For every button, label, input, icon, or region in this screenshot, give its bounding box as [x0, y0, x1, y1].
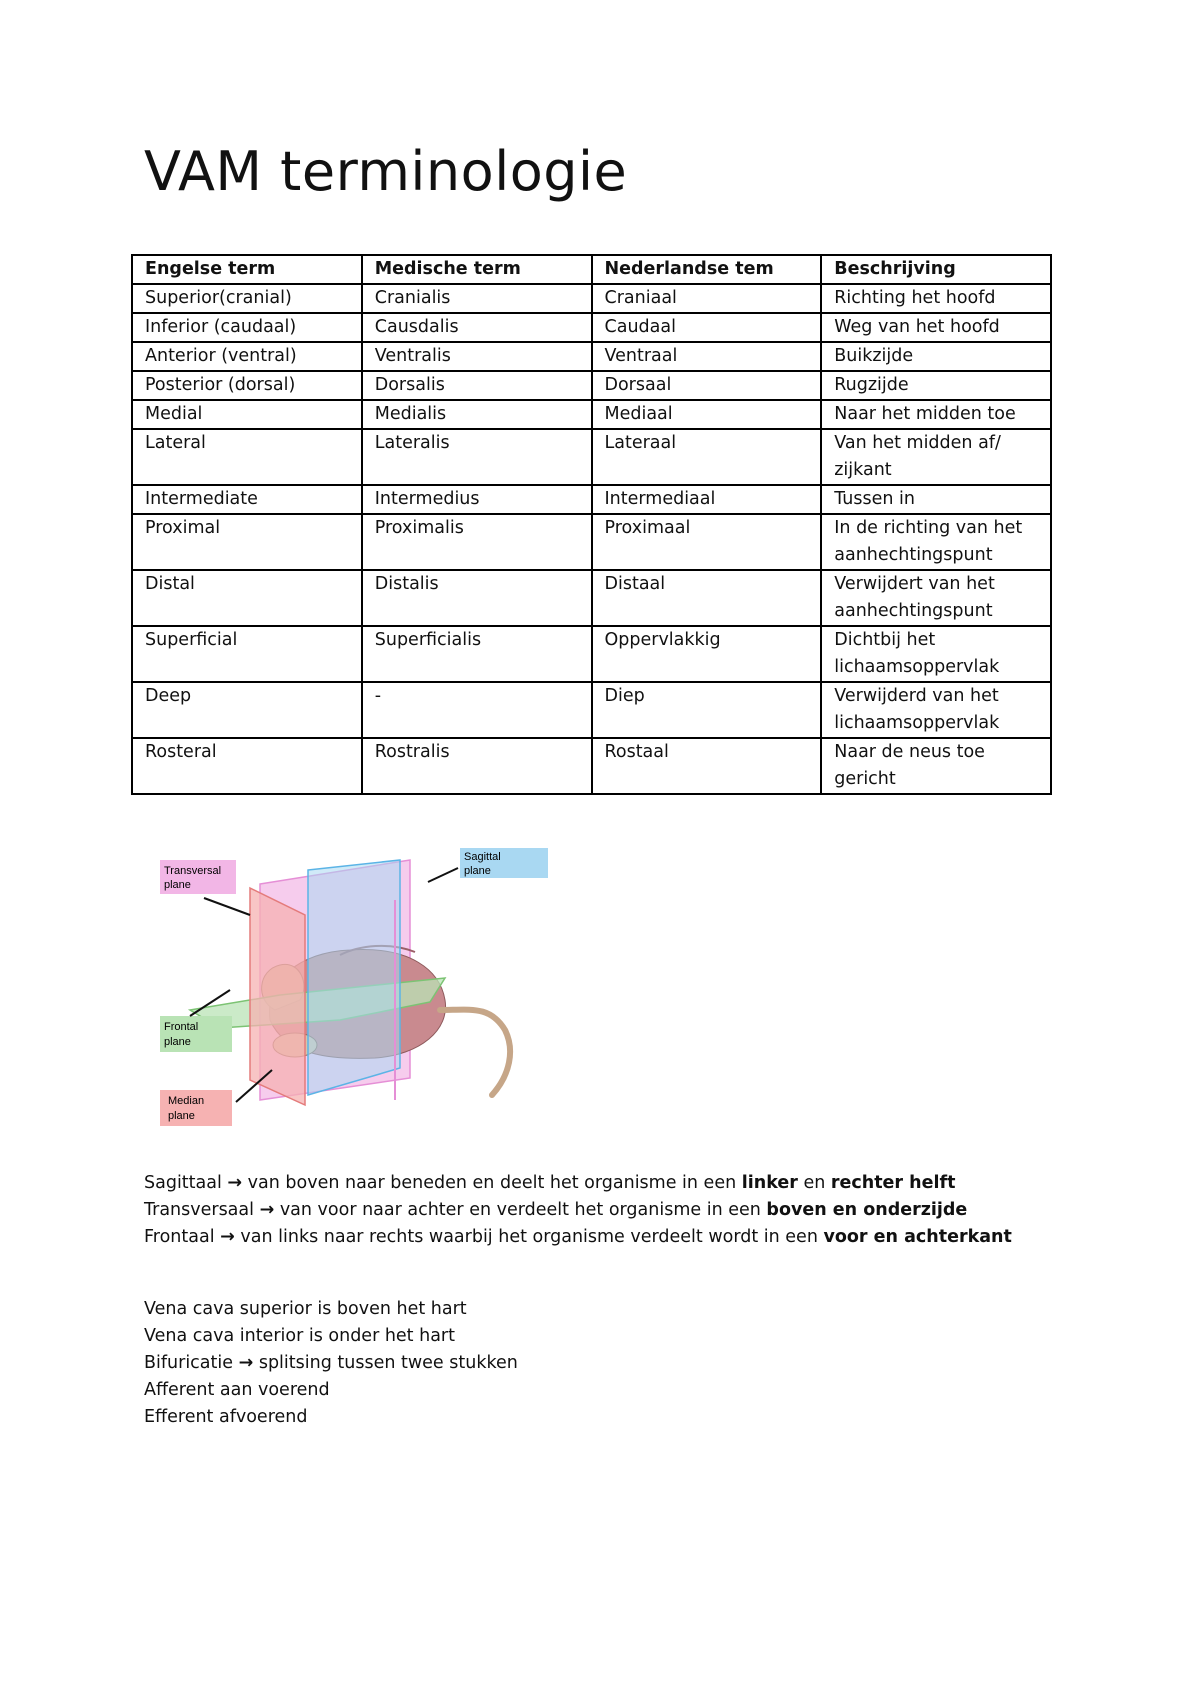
note-transversal: Transversaal → van voor naar achter en verdeelt het organisme in een boven en onderzijde	[144, 1200, 968, 1220]
table-cell: Van het midden af/ zijkant	[821, 429, 1051, 485]
arrow-icon: →	[227, 1173, 243, 1193]
table-cell: Craniaal	[592, 284, 822, 313]
table-row	[132, 514, 1051, 570]
table-cell: Richting het hoofd	[821, 284, 1051, 313]
frontal-label-line1: Frontal	[164, 1021, 199, 1033]
table-cell: Posterior (dorsal)	[132, 371, 362, 400]
note-line: Efferent afvoerend	[144, 1407, 308, 1427]
table-cell: Proximaal	[592, 514, 822, 570]
transversal-label-line1: Transversal	[164, 865, 222, 877]
table-header-row	[132, 255, 1051, 284]
table-cell: Medialis	[362, 400, 592, 429]
table-body	[132, 284, 1051, 794]
table-cell: Ventraal	[592, 342, 822, 371]
paragraph-gap	[144, 1251, 1012, 1296]
table-cell: Distalis	[362, 570, 592, 626]
table-cell: Dorsalis	[362, 371, 592, 400]
table-cell: Mediaal	[592, 400, 822, 429]
median-label-line2: plane	[168, 1110, 195, 1122]
table-row	[132, 682, 1051, 738]
column-header: Engelse term	[132, 255, 362, 284]
table-row	[132, 400, 1051, 429]
table-cell: In de richting van het aanhechtingspunt	[821, 514, 1051, 570]
table-cell: Naar de neus toe gericht	[821, 738, 1051, 794]
page-title: VAM terminologie	[144, 140, 628, 203]
column-header: Medische term	[362, 255, 592, 284]
table-cell: Rugzijde	[821, 371, 1051, 400]
table-cell: Deep	[132, 682, 362, 738]
notes-section	[144, 1170, 1012, 1431]
note-frontal: Frontaal → van links naar rechts waarbij het organisme verdeelt wordt in een voor en achterkant	[144, 1227, 1012, 1247]
table-cell: Proximal	[132, 514, 362, 570]
note-bifurcatie: Bifuricatie → splitsing tussen twee stukken	[144, 1353, 518, 1373]
terminology-table	[131, 254, 1052, 795]
table-cell: Superior(cranial)	[132, 284, 362, 313]
table-row	[132, 284, 1051, 313]
median-label-line1: Median	[168, 1095, 205, 1107]
table-cell: Rostralis	[362, 738, 592, 794]
table-row	[132, 738, 1051, 794]
table-cell: Intermediaal	[592, 485, 822, 514]
table-cell: Verwijderd van het lichaamsoppervlak	[821, 682, 1051, 738]
table-cell: Rostaal	[592, 738, 822, 794]
table-cell: Weg van het hoofd	[821, 313, 1051, 342]
transversal-label-line2: plane	[164, 879, 191, 891]
table-cell: Dichtbij het lichaamsoppervlak	[821, 626, 1051, 682]
sagittal-label-line2: plane	[464, 865, 491, 877]
table-cell: Rosteral	[132, 738, 362, 794]
table-cell: Oppervlakkig	[592, 626, 822, 682]
table-cell: Diep	[592, 682, 822, 738]
column-header: Beschrijving	[821, 255, 1051, 284]
table-cell: Distaal	[592, 570, 822, 626]
table-row	[132, 485, 1051, 514]
table-cell: Intermediate	[132, 485, 362, 514]
table-cell: Cranialis	[362, 284, 592, 313]
note-line: Afferent aan voerend	[144, 1380, 330, 1400]
table-cell: Verwijdert van het aanhechtingspunt	[821, 570, 1051, 626]
table-row	[132, 570, 1051, 626]
note-sagittal: Sagittaal → van boven naar beneden en deelt het organisme in een linker en rechter helft	[144, 1173, 956, 1193]
table-cell: Lateraal	[592, 429, 822, 485]
table-cell: Superficial	[132, 626, 362, 682]
table-cell: Ventralis	[362, 342, 592, 371]
table-row	[132, 371, 1051, 400]
table-cell: Superficialis	[362, 626, 592, 682]
table-cell: Dorsaal	[592, 371, 822, 400]
arrow-icon: →	[238, 1353, 254, 1373]
sagittal-pointer	[428, 868, 458, 882]
table-cell: Inferior (caudaal)	[132, 313, 362, 342]
table-cell: Lateral	[132, 429, 362, 485]
anatomical-planes-figure	[160, 851, 580, 1140]
frontal-label-line2: plane	[164, 1036, 191, 1048]
table-cell: Distal	[132, 570, 362, 626]
table-cell: Lateralis	[362, 429, 592, 485]
table-cell: Buikzijde	[821, 342, 1051, 371]
sagittal-plane	[308, 860, 400, 1095]
note-line: Vena cava interior is onder het hart	[144, 1326, 455, 1346]
transversal-pointer	[204, 898, 250, 915]
sagittal-label-line1: Sagittal	[464, 851, 501, 863]
arrow-icon: →	[220, 1227, 235, 1247]
median-plane	[250, 888, 305, 1105]
table-cell: Intermedius	[362, 485, 592, 514]
arrow-icon: →	[259, 1200, 275, 1220]
table-cell: Naar het midden toe	[821, 400, 1051, 429]
table-cell: Medial	[132, 400, 362, 429]
note-line: Vena cava superior is boven het hart	[144, 1299, 467, 1319]
table-row	[132, 429, 1051, 485]
table-row	[132, 313, 1051, 342]
table-cell: Proximalis	[362, 514, 592, 570]
table-row	[132, 626, 1051, 682]
table-cell: Tussen in	[821, 485, 1051, 514]
table-row	[132, 342, 1051, 371]
table-cell: Anterior (ventral)	[132, 342, 362, 371]
table-cell: Causdalis	[362, 313, 592, 342]
table-cell: -	[362, 682, 592, 738]
column-header: Nederlandse tem	[592, 255, 822, 284]
table-cell: Caudaal	[592, 313, 822, 342]
